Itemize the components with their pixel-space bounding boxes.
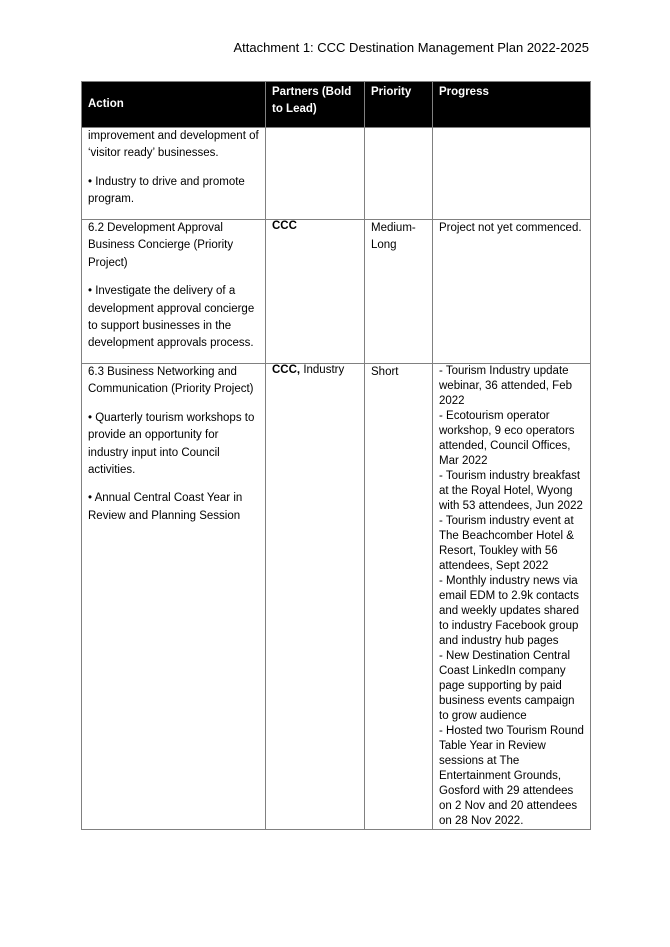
action-cell — [82, 220, 266, 364]
table-row — [82, 128, 591, 220]
action-bullet: • Industry to drive and promote program. — [88, 175, 245, 206]
priority-cell — [365, 128, 433, 220]
partners-cell — [266, 364, 365, 830]
column-header-progress: Progress — [433, 82, 591, 128]
action-cell — [82, 364, 266, 830]
priority-cell — [365, 364, 433, 830]
progress-cell — [433, 364, 591, 830]
action-text: improvement and development of ‘visitor ready’ businesses. — [88, 130, 259, 160]
column-header-priority: Priority — [365, 82, 433, 128]
partners-cell — [266, 220, 365, 364]
priority-cell — [365, 220, 433, 364]
progress-item: - Tourism industry breakfast at the Royal Hotel, Wyong with 53 attendees, Jun 2022 — [439, 470, 583, 512]
progress-item: - Monthly industry news via email EDM to 2.9k contacts and weekly updates shared to industry Facebook group and industry hub pages — [439, 575, 580, 647]
progress-cell — [433, 220, 591, 364]
action-cell — [82, 128, 266, 220]
progress-cell — [433, 128, 591, 220]
progress-item: - New Destination Central Coast LinkedIn company page supporting by paid business events campaign to grow audience — [439, 650, 575, 722]
action-bullet: • Quarterly tourism workshops to provide an opportunity for industry input into Council activities. — [88, 411, 255, 477]
supporting-partner: Industry — [300, 364, 345, 376]
destination-management-table — [81, 81, 591, 830]
table-row — [82, 364, 591, 830]
progress-text: Project not yet commenced. — [439, 222, 582, 234]
table-row — [82, 220, 591, 364]
action-title: 6.2 Development Approval Business Concierge (Priority Project) — [88, 222, 234, 269]
column-header-action: Action — [82, 82, 266, 128]
lead-partner: CCC — [272, 220, 297, 232]
progress-item: - Tourism industry event at The Beachcomber Hotel & Resort, Toukley with 56 attendees, Sept 2022 — [439, 515, 574, 572]
progress-item: - Ecotourism operator workshop, 9 eco operators attended, Council Offices, Mar 2022 — [439, 410, 575, 467]
progress-item: - Tourism Industry update webinar, 36 attended, Feb 2022 — [439, 365, 572, 407]
priority-value: Short — [371, 366, 399, 378]
priority-value: Medium-Long — [371, 222, 416, 252]
lead-partner: CCC, — [272, 364, 301, 376]
progress-item: - Hosted two Tourism Round Table Year in Review sessions at The Entertainment Grounds, Gosford with 29 attendees on 2 Nov and 20 attendees on 28 Nov 2022. — [439, 725, 584, 827]
column-header-partners: Partners (Bold to Lead) — [266, 82, 365, 128]
page-header: Attachment 1: CCC Destination Management Plan 2022-2025 — [233, 40, 589, 55]
partners-cell — [266, 128, 365, 220]
action-bullet: • Investigate the delivery of a development approval concierge to support businesses in the development approvals process. — [88, 285, 255, 350]
table-header-row — [82, 82, 591, 128]
action-title: 6.3 Business Networking and Communication (Priority Project) — [88, 366, 254, 396]
action-bullet: • Annual Central Coast Year in Review and Planning Session — [88, 492, 243, 522]
